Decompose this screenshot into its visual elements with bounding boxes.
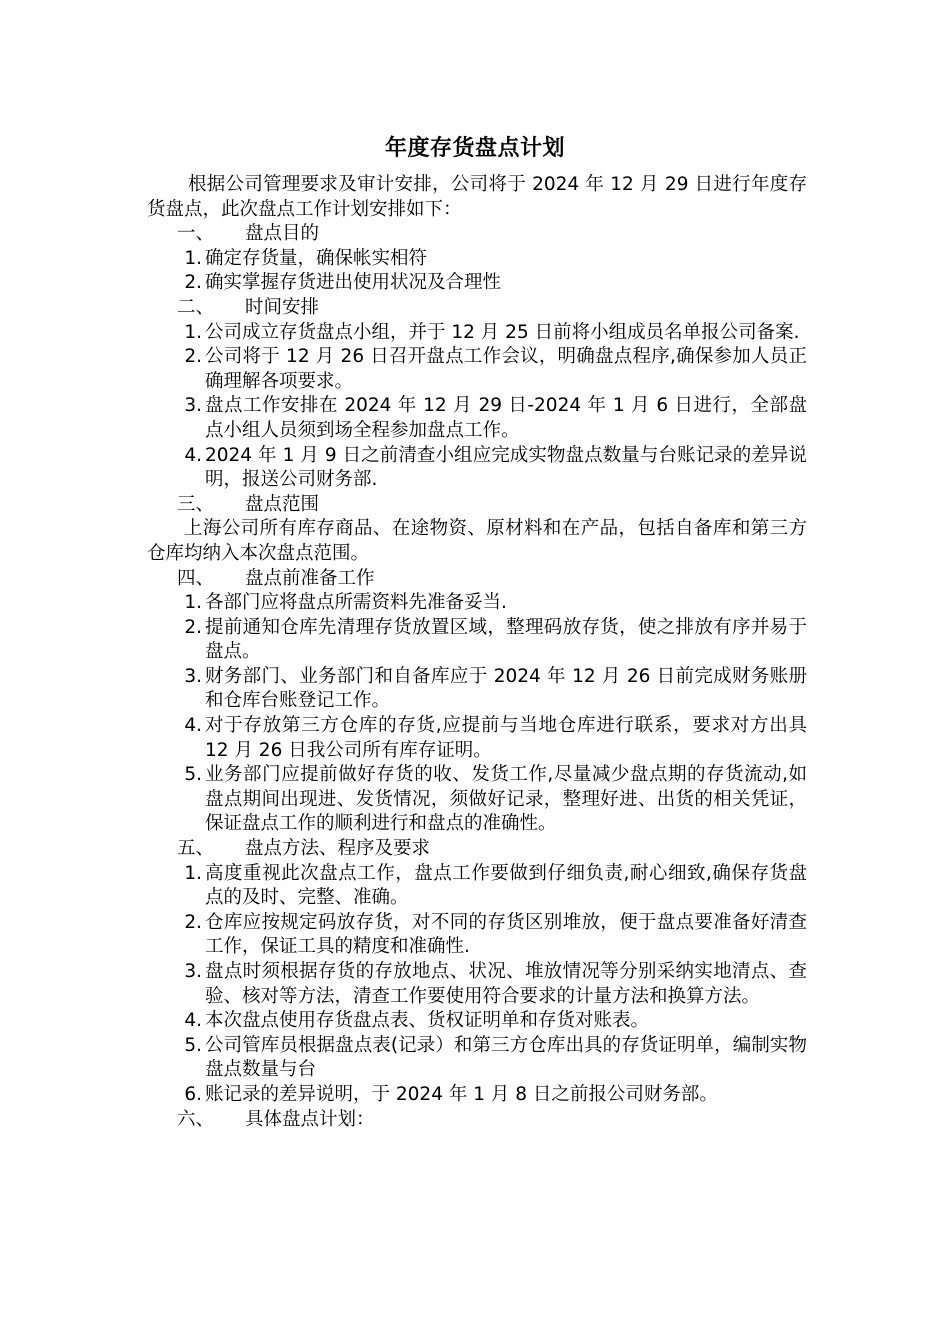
list-number: 5. [184, 764, 202, 786]
section-number: 二、 [177, 296, 215, 318]
list-item [147, 394, 807, 443]
section-title: 盘点目的 [245, 223, 320, 245]
list-text: 2024 年 1 月 9 日之前清查小组应完成实物盘点数量与台账记录的差异说明，报送公司财务部. [205, 444, 807, 491]
list-text: 提前通知仓库先清理存货放置区域，整理码放存货，使之排放有序并易于盘点。 [205, 616, 807, 663]
section-title: 盘点方法、程序及要求 [245, 838, 431, 860]
list-number: 2. [184, 616, 202, 638]
list-item [147, 665, 807, 714]
list-text: 各部门应将盘点所需资料先准备妥当. [205, 592, 507, 614]
list-number: 5. [184, 1034, 202, 1056]
list-item [147, 345, 807, 394]
list-text: 财务部门、业务部门和自备库应于 2024 年 12 月 26 日前完成财务账册和仓库台账登记工作。 [205, 665, 807, 712]
section-heading-schedule [147, 296, 807, 321]
list-item [147, 1009, 807, 1034]
list-item [147, 444, 807, 493]
section-number: 六、 [177, 1108, 215, 1130]
list-number: 3. [184, 961, 202, 982]
list-item [147, 247, 807, 272]
list-item [147, 321, 807, 346]
list-text: 对于存放第三方仓库的存货,应提前与当地仓库进行联系，要求对方出具 12 月 26 日我公司所有库存证明。 [205, 715, 807, 761]
list-text: 公司管库员根据盘点表(记录）和第三方仓库出具的存货证明单，编制实物盘点数量与台 [205, 1034, 807, 1081]
list-number: 3. [184, 395, 202, 417]
document-body [147, 173, 807, 1132]
list-text: 高度重视此次盘点工作，盘点工作要做到仔细负责,耐心细致,确保存货盘点的及时、完整、准确。 [205, 862, 807, 909]
section-heading-purpose [147, 222, 807, 247]
section-heading-scope [147, 493, 807, 518]
list-text: 账记录的差异说明，于 2024 年 1 月 8 日之前报公司财务部。 [205, 1083, 718, 1105]
list-number: 4. [184, 1010, 202, 1032]
list-text: 仓库应按规定码放存货，对不同的存货区别堆放，便于盘点要准备好清查工作，保证工具的精度和准确性. [205, 911, 807, 958]
section-title: 时间安排 [245, 296, 320, 318]
list-text: 盘点工作安排在 2024 年 12 月 29 日-2024 年 1 月 6 日进行，全部盘点小组人员须到场全程参加盘点工作。 [205, 395, 807, 441]
section-number: 四、 [177, 567, 215, 589]
list-number: 3. [184, 665, 202, 687]
section-title: 具体盘点计划： [245, 1108, 375, 1130]
list-item [147, 862, 807, 911]
list-text: 确定存货量，确保帐实相符 [205, 247, 428, 269]
list-item [147, 763, 807, 837]
list-text: 公司将于 12 月 26 日召开盘点工作会议，明确盘点程序,确保参加人员正确理解各项要求。 [205, 346, 807, 392]
list-number: 2. [184, 272, 202, 294]
list-number: 1. [184, 321, 202, 343]
section-number: 三、 [177, 493, 215, 515]
list-text: 本次盘点使用存货盘点表、货权证明单和存货对账表。 [205, 1010, 650, 1032]
list-item [147, 616, 807, 665]
section-title: 盘点范围 [245, 493, 320, 515]
document-title: 年度存货盘点计划 [384, 136, 565, 161]
list-item [147, 960, 807, 1009]
list-text: 确实掌握存货进出使用状况及合理性 [205, 272, 502, 294]
list-text: 公司成立存货盘点小组，并于 12 月 25 日前将小组成员名单报公司备案. [205, 321, 800, 343]
list-number: 2. [184, 346, 202, 368]
list-text: 业务部门应提前做好存货的收、发货工作,尽量减少盘点期的存货流动,如盘点期间出现进、发货情况，须做好记录，整理好进、出货的相关凭证，保证盘点工作的顺利进行和盘点的准确性。 [205, 764, 807, 835]
section-heading-preparation [147, 567, 807, 592]
list-item [147, 271, 807, 296]
intro-paragraph: 根据公司管理要求及审计安排，公司将于 2024 年 12 月 29 日进行年度存货盘点，此次盘点工作计划安排如下： [147, 174, 807, 220]
list-number: 1. [184, 862, 202, 884]
list-item [147, 1083, 807, 1108]
list-item [147, 591, 807, 616]
section-number: 五、 [177, 838, 215, 860]
list-item [147, 911, 807, 960]
list-number: 4. [184, 715, 202, 737]
scope-paragraph: 上海公司所有库存商品、在途物资、原材料和在产品，包括自备库和第三方仓库均纳入本次盘点范围。 [147, 518, 807, 564]
section-title: 盘点前准备工作 [245, 567, 375, 589]
section-heading-plan [147, 1108, 807, 1133]
list-number: 6. [184, 1083, 202, 1105]
list-item [147, 1034, 807, 1083]
list-item [147, 714, 807, 763]
list-text: 盘点时须根据存货的存放地点、状况、堆放情况等分别采纳实地清点、查验、核对等方法，清查工作要使用符合要求的计量方法和换算方法。 [205, 961, 807, 1007]
list-number: 2. [184, 911, 202, 933]
list-number: 4. [184, 444, 202, 466]
list-number: 1. [184, 247, 202, 269]
section-heading-methods [147, 837, 807, 862]
list-number: 1. [184, 592, 202, 614]
section-number: 一、 [177, 223, 215, 245]
